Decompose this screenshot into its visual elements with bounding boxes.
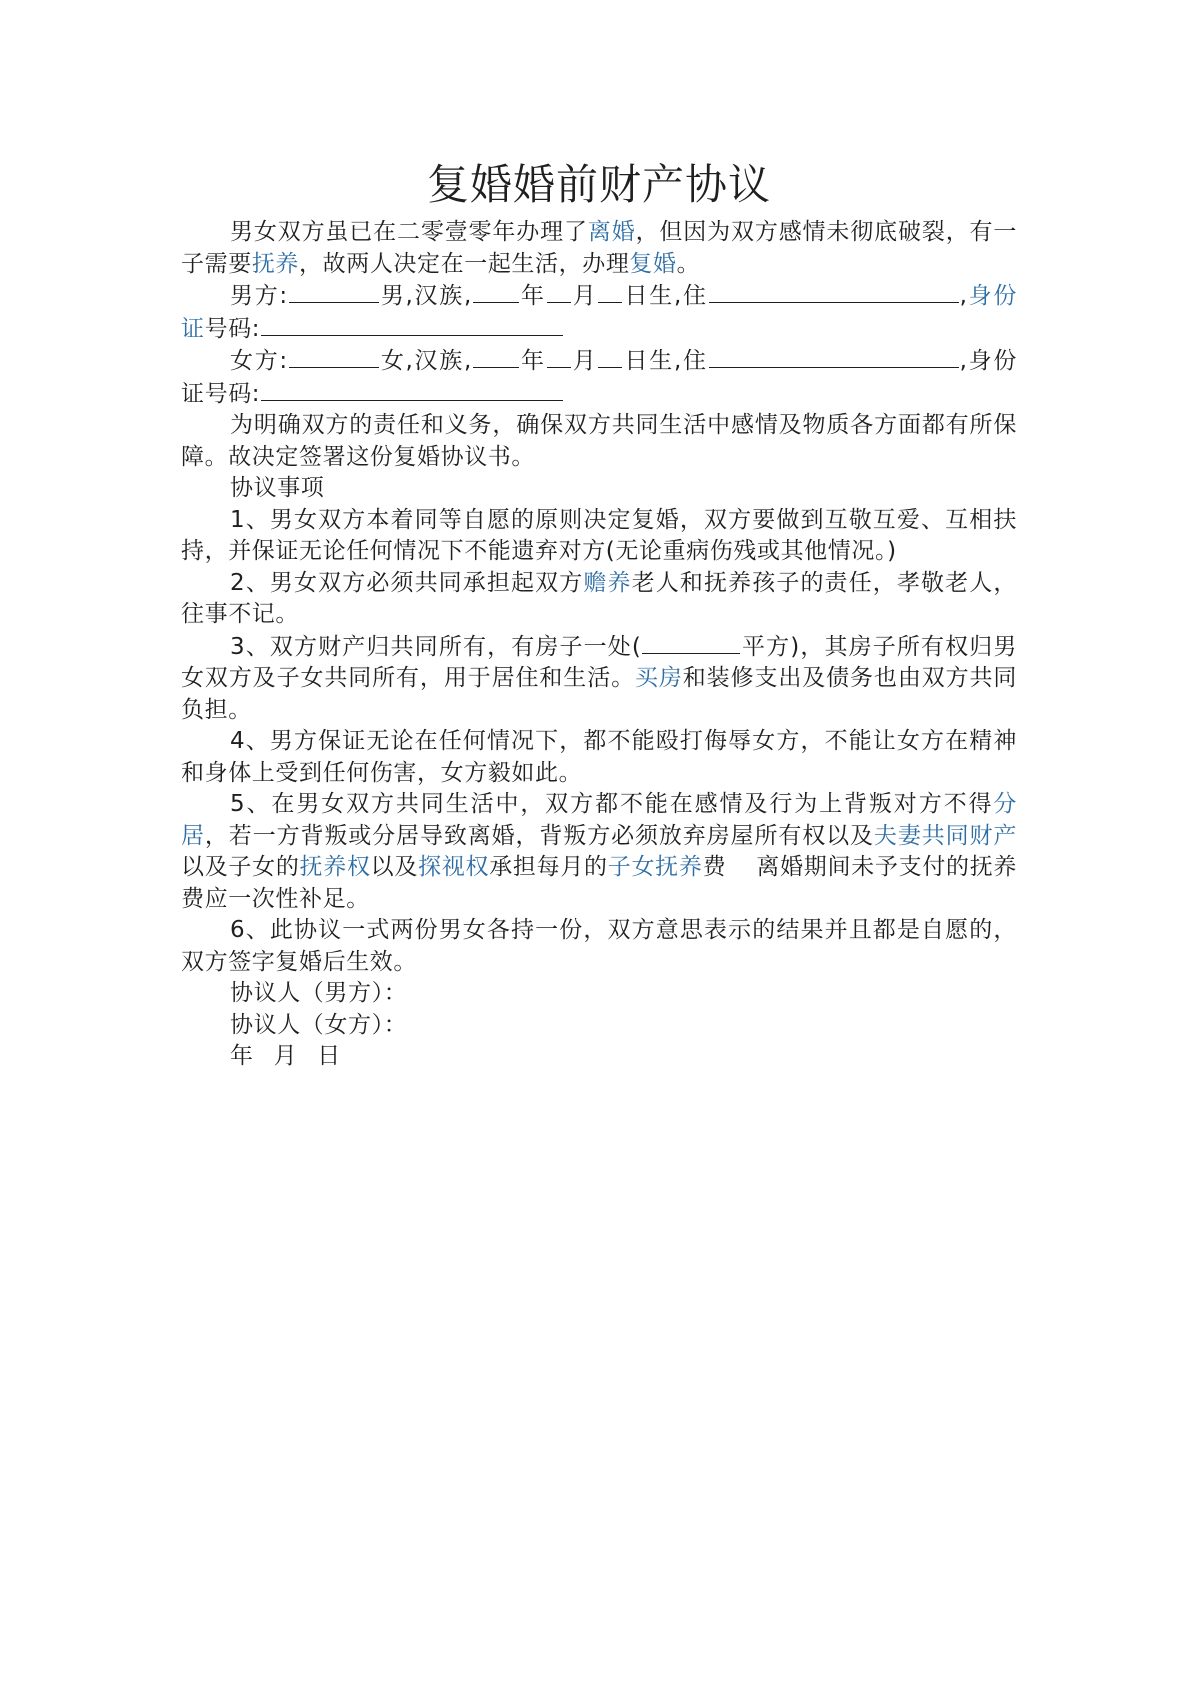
- male-birth-year-blank[interactable]: [473, 280, 519, 303]
- date-day-label: 日: [317, 1043, 341, 1069]
- date-month-label: 月: [273, 1043, 298, 1069]
- male-name-blank[interactable]: [289, 280, 379, 303]
- female-month-label: 月: [571, 348, 598, 374]
- document-body: [181, 153, 1017, 1073]
- link-elder-support[interactable]: 赡养: [583, 569, 632, 596]
- male-id-label: 号码:: [204, 315, 261, 342]
- item5-text-5: 承担每月的: [489, 854, 608, 880]
- item3-text-2: 平方)，其房子所有权归男女双方及子女共同所有，用于居住和生活。: [181, 633, 1017, 691]
- male-address-blank[interactable]: [709, 280, 959, 303]
- page-title: 复婚婚前财产协议: [426, 160, 771, 209]
- agreement-item-3: [181, 631, 1017, 727]
- female-label: 女方:: [230, 348, 288, 374]
- intro-paragraph: [181, 217, 1017, 280]
- house-area-blank[interactable]: [642, 631, 740, 654]
- link-remarriage[interactable]: 复婚: [629, 250, 677, 277]
- item5-text-7: 离婚期间未予支付的抚养费应一次性补足。: [181, 854, 1018, 912]
- link-child-support[interactable]: 子女抚养: [607, 854, 703, 880]
- male-comma: ,: [959, 283, 968, 309]
- link-custody-right[interactable]: 抚养权: [299, 854, 371, 880]
- item3-text-1: 3、双方财产归共同所有，有房子一处(: [230, 633, 642, 660]
- intro-text-3: ，故两人决定在一起生活，办理: [299, 250, 630, 277]
- female-gender-ethnicity: 女,汉族,: [379, 348, 472, 374]
- link-buy-house[interactable]: 买房: [634, 665, 683, 691]
- link-separation[interactable]: 分居: [181, 791, 1017, 849]
- female-name-blank[interactable]: [289, 345, 379, 368]
- agreement-item-5: [181, 789, 1017, 915]
- intro-text-2: ，但因为双方感情未彻底破裂，有一子需要: [181, 219, 1018, 277]
- link-divorce[interactable]: 离婚: [587, 219, 636, 245]
- female-year-label: 年: [519, 348, 546, 374]
- female-day-live-label: 日生,住: [623, 348, 708, 374]
- female-birth-day-blank[interactable]: [598, 345, 622, 368]
- female-id-label: ,身份证号码:: [181, 348, 1017, 407]
- item5-text-1: 5、在男女双方共同生活中，双方都不能在感情及行为上背叛对方不得: [230, 791, 994, 817]
- link-custody[interactable]: 抚养: [251, 250, 300, 277]
- agreement-item-6: 6、此协议一式两份男女各持一份，双方意思表示的结果并且都是自愿的，双方签字复婚后生效。: [181, 917, 1017, 975]
- female-info-line: [181, 345, 1017, 410]
- link-visitation-right[interactable]: 探视权: [418, 854, 490, 880]
- male-birth-day-blank[interactable]: [598, 280, 622, 303]
- male-gender-ethnicity: 男,汉族,: [379, 283, 472, 309]
- agreement-item-2: [181, 568, 1017, 631]
- female-birth-year-blank[interactable]: [473, 345, 519, 368]
- male-month-label: 月: [571, 283, 598, 309]
- male-info-line: [181, 280, 1017, 345]
- male-id-number-blank[interactable]: [261, 313, 563, 336]
- male-year-label: 年: [519, 283, 546, 309]
- agreement-item-1: 1、男女双方本着同等自愿的原则决定复婚，双方要做到互敬互爱、互相扶持，并保证无论任何情况下不能遗弃对方(无论重病伤残或其他情况。): [181, 506, 1017, 564]
- signing-date: [181, 1041, 1017, 1073]
- signer-male: 协议人（男方）：: [230, 980, 408, 1006]
- female-id-number-blank[interactable]: [261, 378, 563, 401]
- item5-text-4: 以及: [370, 854, 419, 880]
- date-year-label: 年: [230, 1043, 254, 1069]
- female-address-blank[interactable]: [709, 345, 959, 368]
- item5-text-6: 费: [702, 854, 727, 880]
- item5-text-3: 以及子女的: [181, 854, 300, 880]
- intro-text-4: 。: [676, 250, 701, 277]
- female-birth-month-blank[interactable]: [547, 345, 571, 368]
- link-marital-property[interactable]: 夫妻共同财产: [873, 822, 1017, 849]
- intro-text-1: 男女双方虽已在二零壹零年办理了: [230, 219, 588, 245]
- male-day-live-label: 日生,住: [623, 283, 708, 309]
- male-label: 男方:: [230, 283, 288, 309]
- item2-text-1: 2、男女双方必须共同承担起双方: [230, 569, 584, 596]
- signer-female: 协议人（女方）：: [230, 1011, 408, 1038]
- link-id-card[interactable]: 身份证: [181, 283, 1017, 342]
- item5-text-2: ，若一方背叛或分居导致离婚，背叛方必须放弃房屋所有权以及: [204, 822, 874, 849]
- male-birth-month-blank[interactable]: [547, 280, 571, 303]
- agreement-item-4: 4、男方保证无论在任何情况下，都不能殴打侮辱女方，不能让女方在精神和身体上受到任何伤害，女方毅如此。: [181, 728, 1017, 786]
- section-heading: 协议事项: [230, 475, 325, 501]
- purpose-paragraph: 为明确双方的责任和义务，确保双方共同生活中感情及物质各方面都有所保障。故决定签署这份复婚协议书。: [181, 412, 1017, 470]
- item3-text-3: 和装修支出及债务也由双方共同负担。: [181, 665, 1017, 723]
- item2-text-2: 老人和抚养孩子的责任，孝敬老人，往事不记。: [181, 569, 1017, 627]
